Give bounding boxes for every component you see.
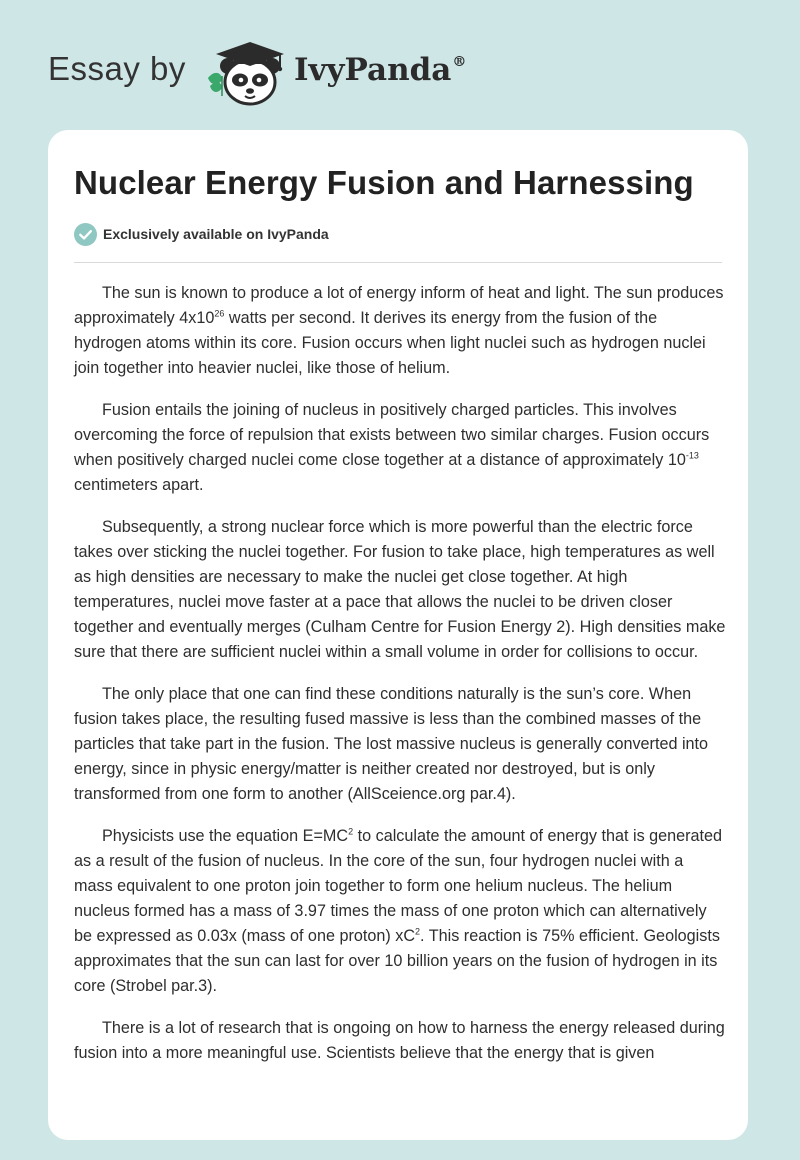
paragraph: Physicists use the equation $E=MC^2$ to calculate the amount of energy that is generated as a result of the fusion of nucleus. In the core of the sun, four hydrogen nuclei with a mass equivalent to one proton join together to form one helium nucleus. The helium nucleus formed has a mass of 3.97 times the mass of one proton which can alternatively be expressed as 0.03x (mass of one proton) $xC^2$. This reaction is 75% efficient. Geologists approximates that the sun can last for over 10 billion years on the fusion of hydrogen in its core (Strobel par.3). [74,826,723,995]
paragraph: The sun is known to produce a lot of energy inform of heat and light. The sun produces approximately $4x10^{26}$ watts per second. It derives its energy from the fusion of the hydrogen atoms within its core. Fusion occurs when light nuclei such as hydrogen nuclei join together into heavier nuclei, like those of helium. [74,284,724,377]
paragraph: Subsequently, a strong nuclear force which is more powerful than the electric force takes over sticking the nuclei together. For fusion to take place, high temperatures as well as high densities are necessary to make the nuclei get close together. At high temperatures, nuclei move faster at a pace that allows the nuclei to be driven closer together and eventually merges (Culham Centre for Fusion Energy 2). High densities make sure that there are sufficient nuclei within a small volume in order for collisions to occur. [74,518,726,661]
divider [74,262,722,263]
essay-card [48,130,748,1140]
exclusive-badge-text: Exclusively available on IvyPanda [103,226,329,242]
paragraph: Fusion entails the joining of nucleus in positively charged particles. This involves overcoming the force of repulsion that exists between two similar charges. Fusion occurs when positively charged nuclei come close together at a distance of approximately $10^{-13}$ centimeters apart. [74,401,710,494]
check-circle-icon [74,223,97,246]
brand-name: IvyPanda® [294,52,467,88]
page-title: Nuclear Energy Fusion and Harnessing [74,164,694,201]
essay-body [74,281,726,1083]
site-header [0,0,800,130]
essay-by-label: Essay by [48,50,186,87]
paragraph: There is a lot of research that is ongoing on how to harness the energy released during fusion into a more meaningful use. Scientists believe that the energy that is given [74,1019,725,1062]
exclusive-badge [74,222,329,246]
paragraph: The only place that one can find these conditions naturally is the sun’s core. When fusion takes place, the resulting fused massive is less than the combined masses of the particles that take part in the fusion. The lost massive nucleus is generally converted into energy, since in physic energy/matter is neither created nor destroyed, but is only transformed from one form to another (AllSceience.org par.4). [74,685,709,803]
panda-graduate-logo-icon [200,36,292,110]
